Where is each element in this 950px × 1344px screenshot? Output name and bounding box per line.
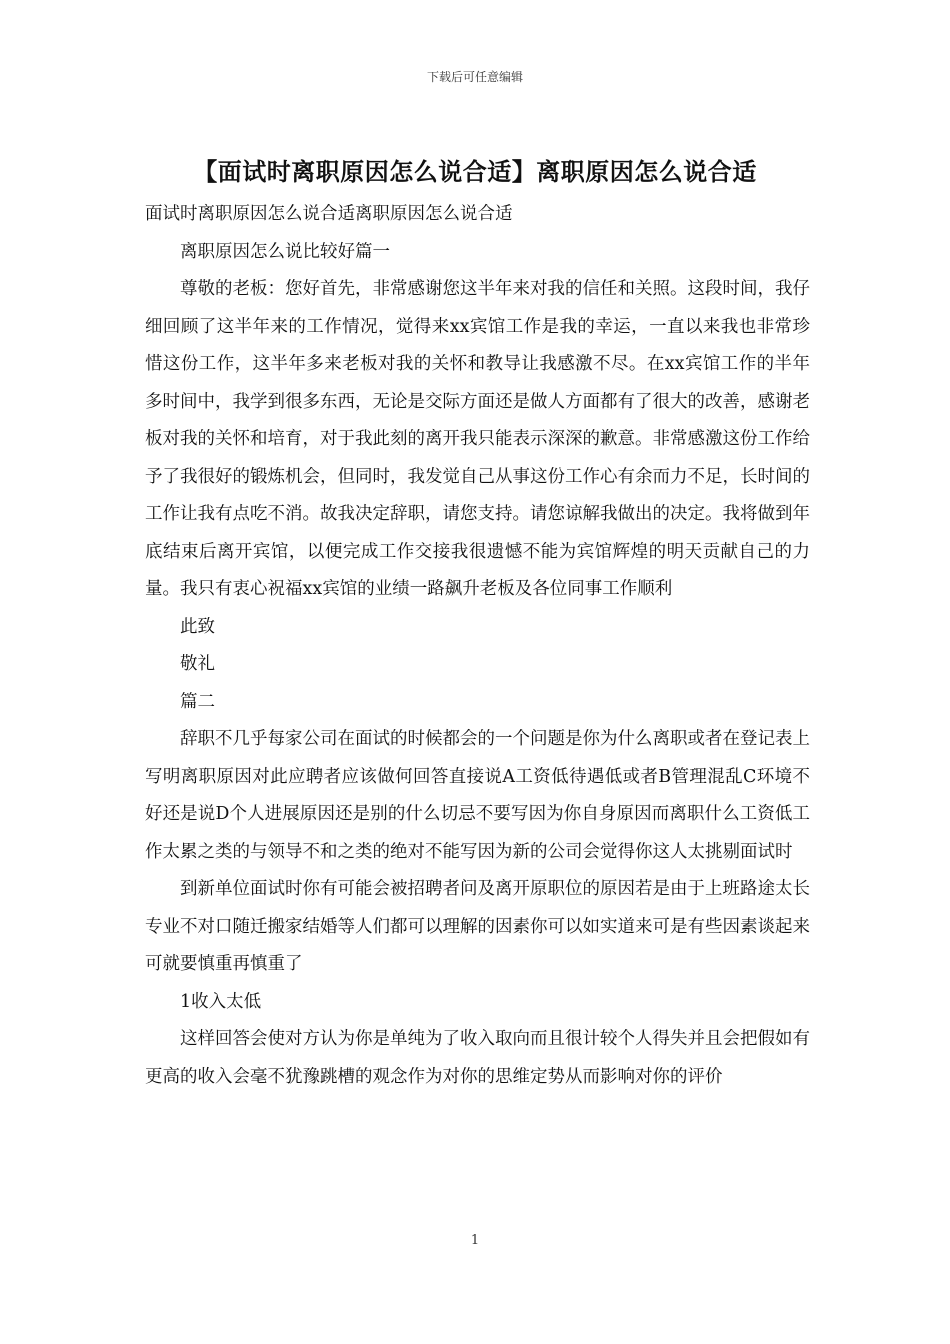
paragraph: 面试时离职原因怎么说合适离职原因怎么说合适: [145, 204, 513, 224]
paragraph: 此致: [180, 616, 215, 637]
paragraph: 到新单位面试时你有可能会被招聘者问及离开原职位的原因若是由于上班路途太长专业不对口随迁搬家结婚等人们都可以理解的因素你可以如实道来可是有些因素谈起来可就要慎重再慎重了: [145, 879, 810, 974]
header-note: 下载后可任意编辑: [426, 70, 523, 84]
paragraph: 离职原因怎么说比较好篇一: [180, 241, 390, 262]
paragraph: 尊敬的老板：您好首先，非常感谢您这半年来对我的信任和关照。这段时间，我仔细回顾了这半年来的工作情况，觉得来xx宾馆工作是我的幸运，一直以来我也非常珍惜这份工作，这半年多来老板对我的关怀和教导让我感激不尽。在xx宾馆工作的半年多时间中，我学到很多东西，无论是交际方面还是做人方面都有了很大的改善，感谢老板对我的关怀和培育，对于我此刻的离开我只能表示深深的歉意。非常感激这份工作给予了我很好的锻炼机会，但同时，我发觉自己从事这份工作心有余而力不足，长时间的工作让我有点吃不消。故我决定辞职，请您支持。请您谅解我做出的决定。我将做到年底结束后离开宾馆，以便完成工作交接我很遗憾不能为宾馆辉煌的明天贡献自己的力量。我只有衷心祝福xx宾馆的业绩一路飙升老板及各位同事工作顺利: [145, 279, 810, 599]
document-title: 【面试时离职原因怎么说合适】离职原因怎么说合适: [193, 157, 757, 186]
paragraph: 篇二: [180, 691, 215, 712]
paragraph: 敬礼: [180, 654, 215, 674]
paragraph: 辞职不几乎每家公司在面试的时候都会的一个问题是你为什么离职或者在登记表上写明离职原因对此应聘者应该做何回答直接说A工资低待遇低或者B管理混乱C环境不好还是说D个人进展原因还是别的什么切忌不要写因为你自身原因而离职什么工资低工作太累之类的与领导不和之类的绝对不能写因为新的公司会觉得你这人太挑剔面试时: [145, 729, 810, 862]
document-body: [145, 196, 810, 1096]
paragraph: 这样回答会使对方认为你是单纯为了收入取向而且很计较个人得失并且会把假如有更高的收入会毫不犹豫跳槽的观念作为对你的思维定势从而影响对你的评价: [145, 1029, 810, 1087]
paragraph: 1收入太低: [180, 991, 262, 1012]
page-number: 1: [470, 1233, 480, 1248]
